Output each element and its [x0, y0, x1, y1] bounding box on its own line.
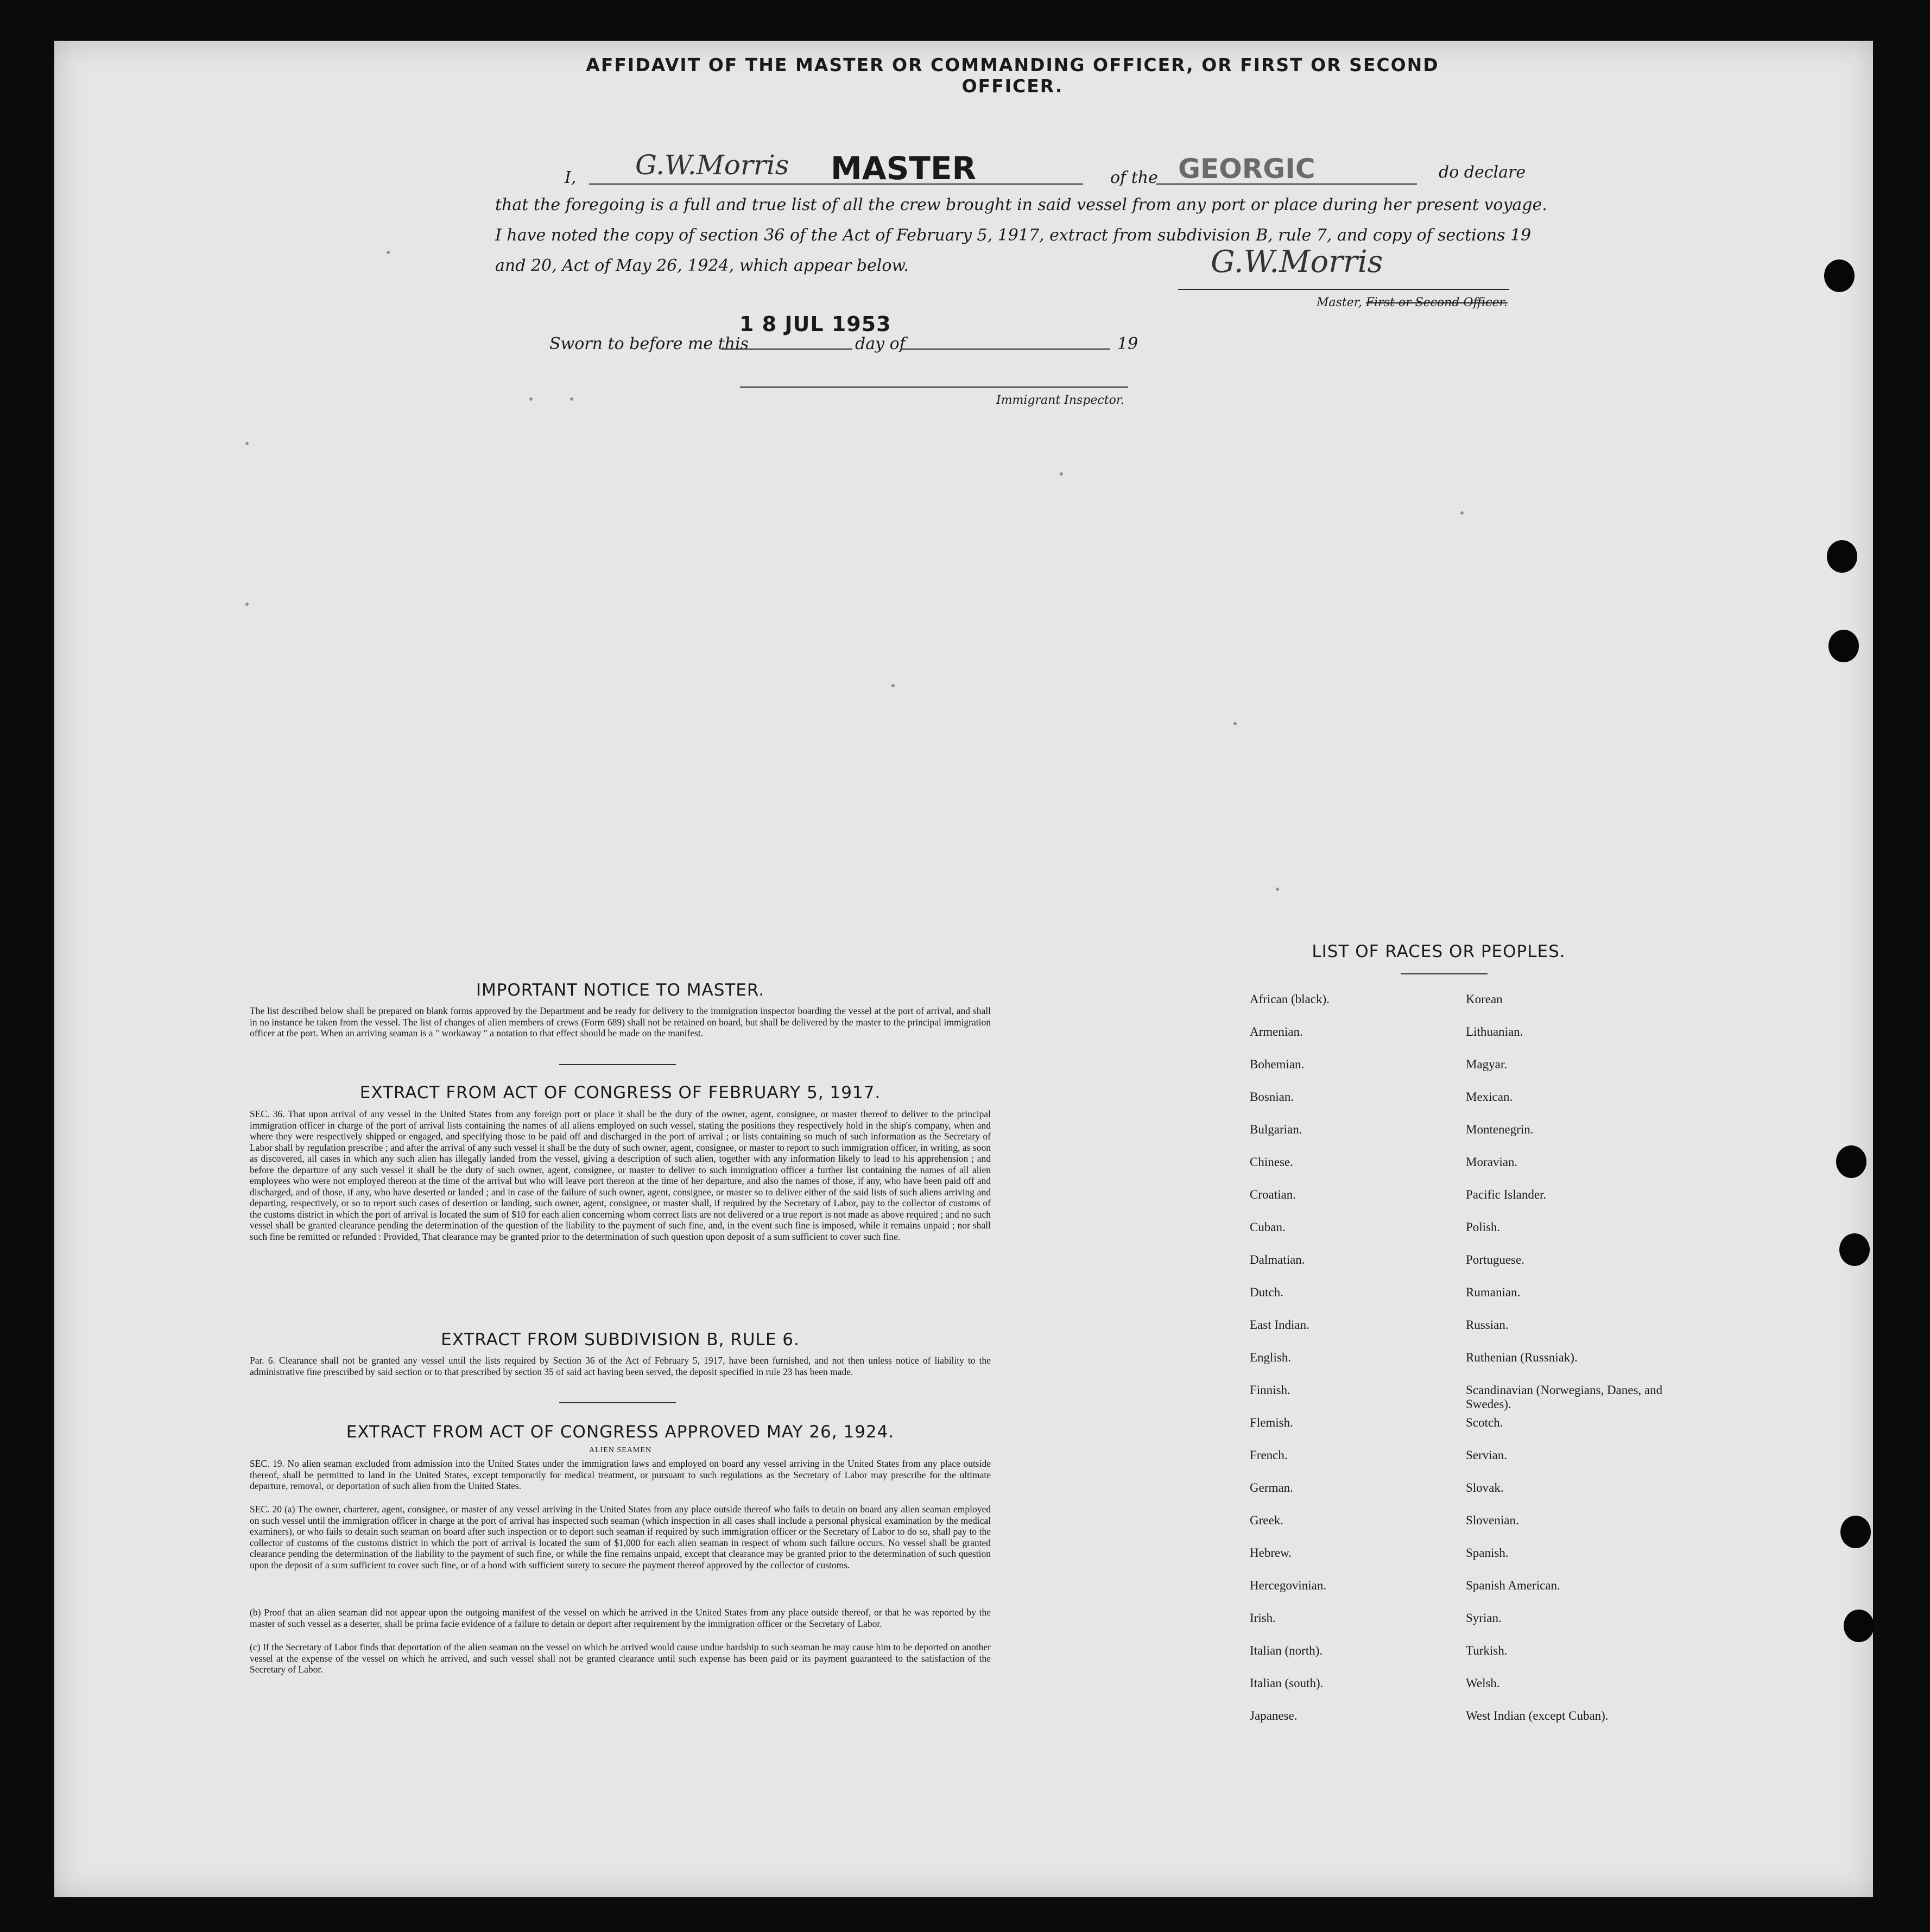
race-item: Scotch.: [1466, 1416, 1503, 1429]
show-through-mark: [1233, 722, 1237, 725]
race-item: English.: [1250, 1351, 1292, 1364]
race-item: Japanese.: [1250, 1709, 1298, 1722]
race-item: Croatian.: [1250, 1188, 1296, 1201]
race-item: Greek.: [1250, 1513, 1283, 1527]
divider: [559, 1064, 676, 1065]
punch-hole: [1840, 1516, 1871, 1548]
alien-seamen-subtitle: ALIEN SEAMEN: [589, 1446, 652, 1454]
inspector-line: [740, 387, 1128, 388]
declaration-text-2: I have noted the copy of section 36 of the Act of February 5, 1917, extract from subdivision B, rule 7, and copy of sections 19: [495, 226, 1532, 245]
show-through-mark: [570, 397, 573, 401]
race-item: Italian (south).: [1250, 1676, 1324, 1690]
extract-rule6-body: Par. 6. Clearance shall not be granted any vessel until the lists required by Section 36 of the Act of February 5, 1917, have been furnished, and not then unless notice of liability to the administrative fine prescribed by said section or to that prescribed by section 35 of said act having been served, the deposit specified in rule 23 has been made.: [250, 1355, 991, 1377]
race-item: Polish.: [1466, 1220, 1501, 1234]
race-item: Korean: [1466, 992, 1503, 1006]
race-item: Flemish.: [1250, 1416, 1293, 1429]
race-item: Rumanian.: [1466, 1285, 1521, 1299]
show-through-mark: [891, 684, 895, 687]
divider: [559, 1402, 676, 1403]
race-item: Hebrew.: [1250, 1546, 1292, 1560]
race-item: Slovenian.: [1466, 1513, 1519, 1527]
punch-hole: [1844, 1610, 1874, 1642]
race-item: Finnish.: [1250, 1383, 1290, 1397]
race-item: Welsh.: [1466, 1676, 1500, 1690]
sworn-label: Sworn to before me this: [549, 334, 749, 353]
race-item: Chinese.: [1250, 1155, 1293, 1169]
extract-rule6-title: EXTRACT FROM SUBDIVISION B, RULE 6.: [441, 1330, 800, 1350]
show-through-mark: [1276, 888, 1279, 891]
punch-hole: [1824, 259, 1855, 292]
show-through-mark: [245, 442, 249, 445]
race-item: Ruthenian (Russniak).: [1466, 1351, 1578, 1364]
extract-1917-body: SEC. 36. That upon arrival of any vessel in the United States from any foreign port or place it shall be the duty of the owner, agent, consignee, or master thereof to deliver to the principal immigration officer in charge of the port of arrival lists containing the names of all aliens employed on such vessel, stating the positions they respectively hold in the ship's company, when and where they were respectively shipped or engaged, and specifying those to be paid off and discharged in the port of arrival ; or lists containing so much of such information as the Secretary of Labor shall by regulation prescribe ; and after the arrival of any such vessel it shall be the duty of such owner, agent, consignee, or master to report to such immigration officer, in writing, as soon as discovered, all cases in which any such alien has illegally landed from the vessel, giving a description of such alien, together with any information likely to lead to his apprehension ; and before the departure of any such vessel it shall be the duty of such owner, agent, consignee, or master to deliver to such immigration officer a further list containing the names of all alien employees who were not employed thereon at the time of the arrival but who will leave port thereon at the time of her departure, and also the names of those, if any, who have been paid off and discharged, and of those, if any, who have deserted or landed ; and in case of the failure of such owner, agent, consignee, or master so to deliver either of the said lists of such aliens arriving and departing, respectively, or so to report such cases of desertion or landing, such owner, agent, consignee, or master shall, if required by the Secretary of Labor, pay to the collector of customs of the customs district in which the port of arrival is located the sum of $10 for each alien concerning whom correct lists are not delivered or a true report is not made as above required ; and no such vessel shall be granted clearance pending the determination of the question of the liability to the payment of such fine, and, in the event such fine is imposed, while it remains unpaid ; nor shall such fine be remitted or refunded : Provided, That clearance may be granted prior to the determination of such question upon deposit of a sum sufficient to cover such fine.: [250, 1108, 991, 1242]
inspector-label: Immigrant Inspector.: [996, 394, 1124, 407]
race-item: Italian (north).: [1250, 1644, 1323, 1657]
extract-1917-title: EXTRACT FROM ACT OF CONGRESS OF FEBRUARY 5, 1917.: [359, 1083, 881, 1103]
divider: [1401, 973, 1488, 974]
race-item: Cuban.: [1250, 1220, 1286, 1234]
race-item: Dutch.: [1250, 1285, 1283, 1299]
race-item: Syrian.: [1466, 1611, 1502, 1625]
sworn-date-line: [722, 349, 852, 350]
race-item: Russian.: [1466, 1318, 1509, 1332]
race-item: East Indian.: [1250, 1318, 1309, 1332]
race-item: Servian.: [1466, 1448, 1508, 1462]
race-item: West Indian (except Cuban).: [1466, 1709, 1609, 1722]
race-item: Lithuanian.: [1466, 1025, 1523, 1038]
race-item: Dalmatian.: [1250, 1253, 1305, 1266]
race-item: Spanish American.: [1466, 1579, 1560, 1592]
affidavit-title: AFFIDAVIT OF THE MASTER OR COMMANDING OFFICER, OR FIRST OR SECOND OFFICER.: [586, 54, 1439, 97]
of-the-label: of the: [1110, 168, 1158, 187]
declaration-text-1: that the foregoing is a full and true list of all the crew brought in said vessel from any port or place during her present voyage.: [495, 195, 1547, 214]
race-item: Mexican.: [1466, 1090, 1513, 1104]
race-item: Hercegovinian.: [1250, 1579, 1327, 1592]
vessel-stamp: GEORGIC: [1178, 153, 1315, 185]
signer-role-label: [1317, 296, 1508, 309]
show-through-mark: [387, 251, 390, 254]
day-of-label: day of: [855, 334, 906, 353]
punch-hole: [1836, 1145, 1866, 1178]
show-through-mark: [529, 397, 533, 401]
races-title: LIST OF RACES OR PEOPLES.: [1312, 942, 1566, 961]
race-item: Bulgarian.: [1250, 1123, 1302, 1136]
race-item: Slovak.: [1466, 1481, 1504, 1494]
punch-hole: [1839, 1233, 1870, 1266]
race-item: Turkish.: [1466, 1644, 1508, 1657]
pronoun-label: I,: [565, 168, 577, 187]
show-through-mark: [1060, 472, 1063, 476]
extract-1924-title: EXTRACT FROM ACT OF CONGRESS APPROVED MAY 26, 1924.: [346, 1422, 895, 1442]
master-signature: G.W.Morris: [1211, 244, 1383, 280]
race-item: Moravian.: [1466, 1155, 1518, 1169]
race-item: Portuguese.: [1466, 1253, 1524, 1266]
race-item: Bosnian.: [1250, 1090, 1294, 1104]
race-item: Bohemian.: [1250, 1057, 1305, 1071]
declaration-text-3: and 20, Act of May 26, 1924, which appear below.: [495, 256, 909, 275]
race-item: Montenegrin.: [1466, 1123, 1534, 1136]
notice-title: IMPORTANT NOTICE TO MASTER.: [476, 980, 765, 1000]
master-name-signature: G.W.Morris: [635, 149, 789, 181]
rank-stamp: MASTER: [831, 150, 977, 187]
extract-1924-sec20a: SEC. 20 (a) The owner, charterer, agent, consignee, or master of any vessel arriving in the United States from any place outside thereof who fails to detain on board any alien seaman employed on such vessel until the immigration officer in charge at the port of arrival has inspected such seaman (which inspection in all cases shall include a personal physical examination by the medical examiners), or who fails to detain such seaman on board after such inspection or to deport such seaman if required by such immigration officer or the Secretary of Labor to do so, shall pay to the collector of customs of the customs district in which the port of arrival is located the sum of $1,000 for each alien seaman in respect of whom such failure occurs. No vessel shall be granted clearance pending the determination of the liability to the payment of such fine, or while the fine remains unpaid, except that clearance may be granted prior to the determination of such question upon the deposit of a sum sufficient to cover such fine, or of a bond with sufficient surety to secure the payment thereof approved by the collector of customs.: [250, 1504, 991, 1570]
notice-body: The list described below shall be prepared on blank forms approved by the Department and be ready for delivery to the immigration inspector boarding the vessel at the port of arrival, and shall in no instance be taken from the vessel. The list of changes of alien members of crews (Form 689) shall not be retained on board, but shall be delivered by the master to the principal immigration officer at the port. When an arriving seaman is a " workaway " a notation to that effect should be made on the manifest.: [250, 1005, 991, 1038]
race-item: Magyar.: [1466, 1057, 1508, 1071]
race-item: Scandinavian (Norwegians, Danes, and Swedes).: [1466, 1383, 1663, 1411]
show-through-mark: [245, 603, 249, 606]
race-item: French.: [1250, 1448, 1288, 1462]
punch-hole: [1827, 540, 1857, 573]
year-prefix: 19: [1117, 334, 1138, 353]
race-item: African (black).: [1250, 992, 1330, 1006]
punch-hole: [1828, 630, 1859, 662]
race-item: German.: [1250, 1481, 1293, 1494]
race-item: Irish.: [1250, 1611, 1276, 1625]
role-struck: First or Second Officer.: [1365, 296, 1508, 309]
signature-line: [1178, 289, 1509, 290]
do-declare-label: do declare: [1439, 163, 1526, 182]
month-line: [901, 349, 1110, 350]
extract-1924-sec20c: (c) If the Secretary of Labor finds that deportation of the alien seaman on the vessel on which he arrived would cause undue hardship to such seaman he may cause him to be deported on another vessel at the expense of the vessel on which he arrived, and such vessel shall not be granted clearance until such expense has been paid or its payment guaranteed to the satisfaction of the Secretary of Labor.: [250, 1642, 991, 1675]
extract-1924-sec19: SEC. 19. No alien seaman excluded from admission into the United States under the immigration laws and employed on board any vessel arriving in the United States from any place outside thereof, shall be permitted to land in the United States, except temporarily for medical treatment, or pursuant to such regulations as the Secretary of Labor may prescribe for the ultimate departure, removal, or deportation of such alien from the United States.: [250, 1458, 991, 1491]
show-through-mark: [1460, 511, 1464, 515]
race-item: Armenian.: [1250, 1025, 1303, 1038]
race-item: Spanish.: [1466, 1546, 1509, 1560]
extract-1924-sec20b: (b) Proof that an alien seaman did not appear upon the outgoing manifest of the vessel on which he arrived in the United States from any place outside thereof, or that he was reported by the master of such vessel as a deserter, shall be prima facie evidence of a failure to detain or deport after requirement by the immigration officer or the Secretary of Labor.: [250, 1607, 991, 1629]
sworn-date-stamp: 1 8 JUL 1953: [739, 312, 891, 336]
role-master: Master,: [1317, 296, 1362, 309]
race-item: Pacific Islander.: [1466, 1188, 1547, 1201]
